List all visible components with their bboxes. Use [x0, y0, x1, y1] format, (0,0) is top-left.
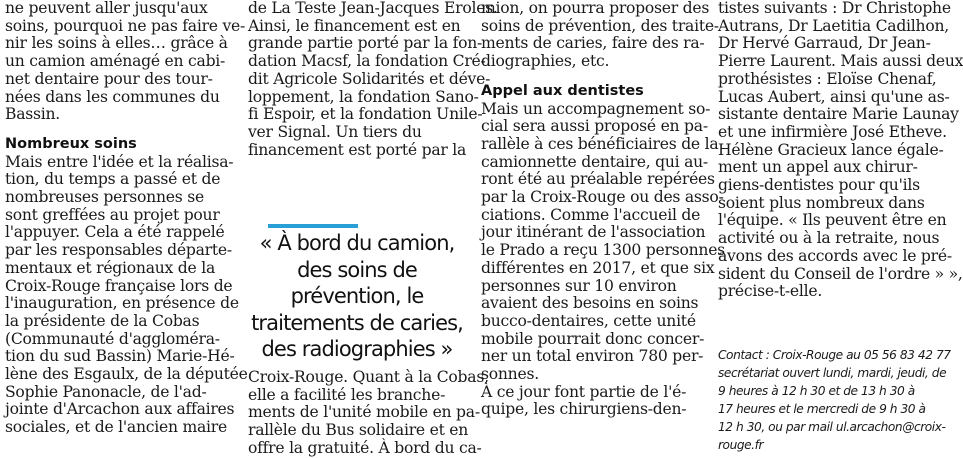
- text-line: mobile pourrait donc concer-: [481, 329, 705, 348]
- text-line: ment un appel aux chirur-: [718, 158, 918, 177]
- text-line: camionnette dentaire, qui au-: [481, 152, 708, 171]
- text-line: Bassin.: [5, 105, 60, 124]
- text-line: jour itinérant de l'association: [481, 223, 706, 242]
- pull-quote-line: traitements de caries,: [251, 310, 463, 335]
- text-line: Mais un accompagnement so-: [481, 99, 711, 118]
- text-line: sonnes.: [481, 365, 539, 384]
- text-line: Dr Hervé Garraud, Dr Jean-: [718, 34, 931, 53]
- pull-quote-line: des soins de: [297, 257, 417, 282]
- text-line: elle a facilité les branche-: [248, 385, 446, 404]
- text-line: grande partie porté par la fon-: [248, 34, 483, 53]
- text-line: la présidente de la Cobas: [5, 311, 200, 330]
- text-line: diographies, etc.: [481, 52, 610, 71]
- text-line: ments de l'unité mobile en pa-: [248, 403, 480, 422]
- text-line: Lucas Aubert, ainsi qu'une as-: [718, 87, 950, 106]
- text-line: Croix-Rouge française lors de: [5, 276, 233, 295]
- text-line: précise-t-elle.: [718, 282, 823, 301]
- text-line: tistes suivants : Dr Christophe: [718, 0, 951, 17]
- text-line: sont greffées au projet pour: [5, 205, 220, 224]
- text-line: Hélène Gracieux lance égale-: [718, 140, 944, 159]
- column-3: [481, 0, 725, 419]
- text-line: rallèle à ces bénéficiaires de la: [481, 134, 719, 153]
- text-line: prothésistes : Eloïse Chenaf,: [718, 69, 937, 88]
- text-line: avaient des besoins en soins: [481, 294, 699, 313]
- text-line: (Communauté d'aggloméra-: [5, 329, 220, 348]
- column-2: [248, 0, 498, 159]
- text-line: Mais entre l'idée et la réalisa-: [5, 152, 234, 171]
- column-1: [5, 0, 248, 437]
- text-line: par la Croix-Rouge ou des asso-: [481, 188, 724, 207]
- text-line: bucco-dentaires, cette unité: [481, 311, 696, 330]
- contact-box: [718, 346, 951, 455]
- text-line: ne peuvent aller jusqu'aux: [5, 0, 208, 17]
- text-line: un camion aménagé en cabi-: [5, 52, 226, 71]
- column-4: [718, 0, 963, 301]
- text-line: Autrans, Dr Laetitia Cadilhon,: [718, 16, 949, 35]
- text-line: soins, pourquoi ne pas faire ve-: [5, 16, 246, 35]
- text-line: cial sera aussi proposé en pa-: [481, 117, 708, 136]
- text-line: sistante dentaire Marie Launay: [718, 105, 959, 124]
- text-line: loppement, la fondation Sano-: [248, 87, 479, 106]
- text-line: nombreuses personnes se: [5, 188, 204, 207]
- text-line: ciations. Comme l'accueil de: [481, 205, 701, 224]
- text-line: Croix-Rouge. Quant à la Cobas,: [248, 368, 489, 386]
- column-2-continued: [248, 368, 489, 458]
- text-line: de La Teste Jean-Jacques Eroles.: [248, 0, 498, 17]
- text-line: l'équipe. « Ils peuvent être en: [718, 211, 947, 230]
- text-line: giens-dentistes pour qu'ils: [718, 176, 920, 195]
- text-line: différentes en 2017, et que six: [481, 258, 715, 277]
- text-line: mion, on pourra proposer des: [481, 0, 710, 17]
- pull-quote-line: prévention, le: [290, 284, 424, 308]
- text-line: soient plus nombreux dans: [718, 193, 925, 212]
- text-line: tion, du temps a passé et de: [5, 170, 221, 189]
- subheading-nombreux-soins: Nombreux soins: [5, 135, 137, 152]
- text-line: sident du Conseil de l'ordre » »,: [718, 264, 963, 283]
- text-line: Sophie Panonacle, de l'ad-: [5, 382, 207, 401]
- text-line: tion du sud Bassin) Marie-Hé-: [5, 347, 235, 366]
- text-line: personnes sur 10 environ: [481, 276, 677, 295]
- quote-accent-rule: [268, 224, 358, 228]
- text-line: ver Signal. Un tiers du: [248, 122, 422, 141]
- text-line: l'inauguration, en présence de: [5, 294, 239, 313]
- text-line: lène des Esgaulx, de la députée: [5, 365, 248, 384]
- text-line: offre la gratuité. À bord du ca-: [248, 438, 482, 457]
- text-line: sociales, et de l'ancien maire: [5, 418, 227, 437]
- text-line: ront été au préalable repérées: [481, 170, 715, 189]
- contact-line: Contact : Croix-Rouge au 05 56 83 42 77: [718, 348, 951, 362]
- contact-line: 17 heures et le mercredi de 9 h 30 à: [718, 402, 926, 417]
- pull-quote-line: des radiographies »: [261, 337, 453, 361]
- text-line: ner un total environ 780 per-: [481, 347, 704, 366]
- contact-line: 9 heures à 12 h 30 et de 13 h 30 à: [718, 384, 915, 399]
- text-line: ments de caries, faire des ra-: [481, 34, 705, 53]
- text-line: fi Espoir, et la fondation Unile-: [248, 105, 483, 124]
- text-line: l'appuyer. Cela a été rappelé: [5, 223, 225, 242]
- text-line: nées dans les communes du: [5, 87, 220, 106]
- subheading-appel-aux-dentistes: Appel aux dentistes: [481, 82, 644, 99]
- pull-quote-line: « À bord du camion,: [259, 231, 455, 255]
- text-line: quipe, les chirurgiens-den-: [481, 400, 687, 419]
- text-line: dit Agricole Solidarités et déve-: [248, 69, 491, 88]
- contact-email-line: 12 h 30, ou par mail ul.arcachon@croix-: [718, 420, 946, 435]
- text-line: soins de prévention, des traite-: [481, 16, 719, 35]
- text-line: dation Macsf, la fondation Cré-: [248, 52, 486, 71]
- pull-quote: [246, 230, 468, 363]
- text-line: net dentaire pour des tour-: [5, 69, 213, 88]
- text-line: nir les soins à elles… grâce à: [5, 34, 228, 53]
- text-line: activité ou à la retraite, nous: [718, 229, 940, 248]
- text-line: Ainsi, le financement est en: [248, 16, 461, 35]
- text-line: le Prado a reçu 1300 personnes: [481, 241, 725, 260]
- text-line: mentaux et régionaux de la: [5, 258, 215, 277]
- text-line: rallèle du Bus solidaire et en: [248, 421, 469, 440]
- text-line: financement est porté par la: [248, 140, 467, 159]
- text-line: À ce jour font partie de l'é-: [481, 382, 687, 401]
- text-line: jointe d'Arcachon aux affaires: [5, 400, 235, 419]
- text-line: par les responsables départe-: [5, 241, 232, 260]
- text-line: Pierre Laurent. Mais aussi deux: [718, 52, 963, 71]
- contact-line: secrétariat ouvert lundi, mardi, jeudi, de: [718, 366, 947, 381]
- text-line: avons des accords avec le pré-: [718, 246, 952, 265]
- text-line: et une infirmière José Etheve.: [718, 122, 947, 141]
- contact-email-line: rouge.fr: [718, 438, 764, 453]
